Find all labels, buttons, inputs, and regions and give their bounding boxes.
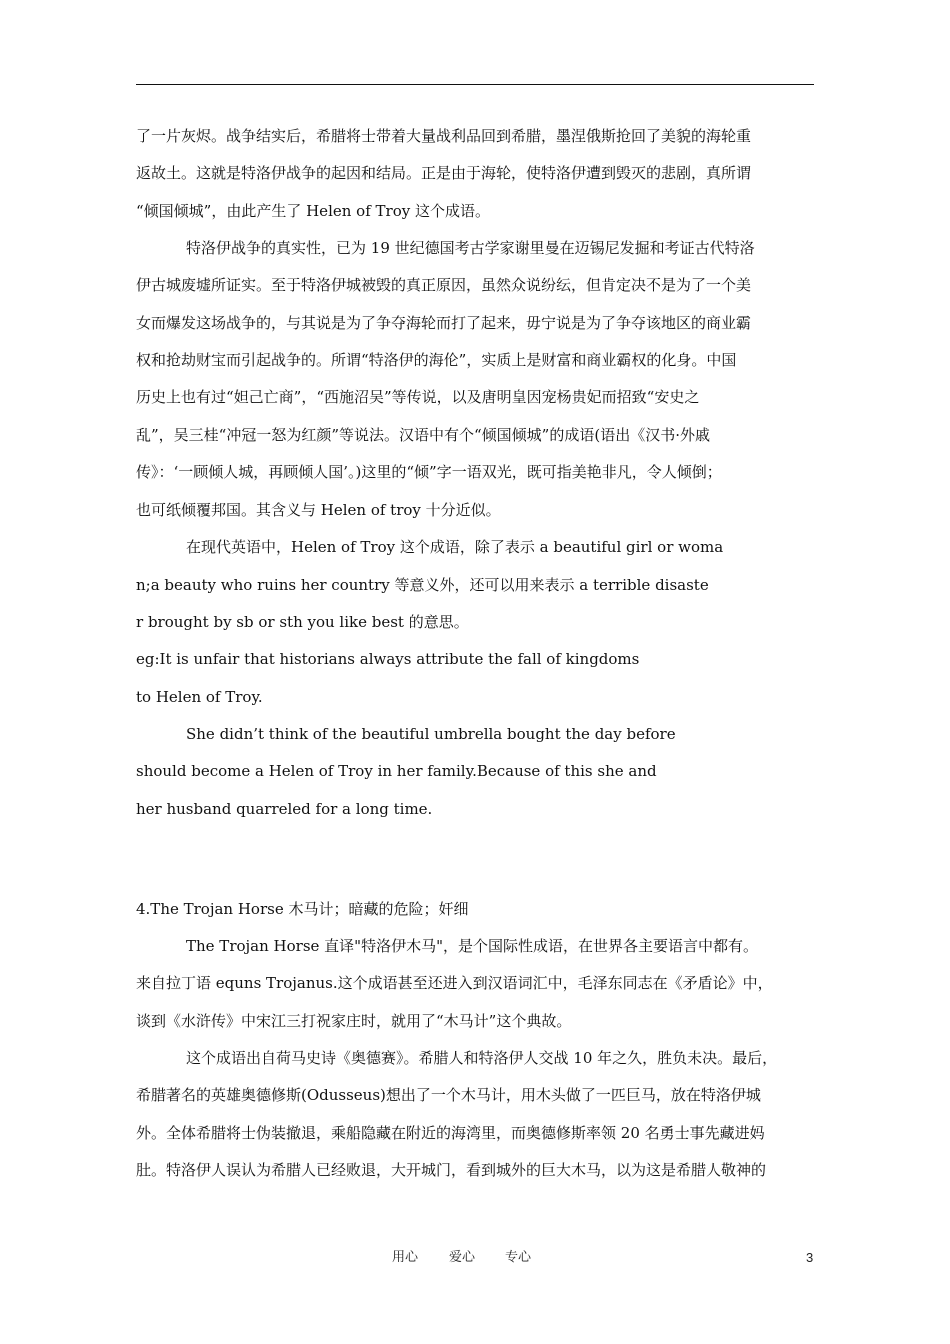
body-line: She didn’t think of the beautiful umbrella bought the day before [186,725,676,743]
section-heading: 4.The Trojan Horse 木马计；暗藏的危险；奸细 [136,900,469,918]
body-line: 伊古城废墟所证实。至于特洛伊城被毁的真正原因，虽然众说纷纭，但肯定决不是为了一个美 [136,276,752,294]
body-line: to Helen of Troy. [136,688,263,706]
body-line: r brought by sb or sth you like best 的意思。 [136,613,469,631]
footer-text: 用心 [392,1250,419,1265]
body-line: eg:It is unfair that historians always attribute the fall of kingdoms [136,650,640,668]
body-line: n;a beauty who ruins her country 等意义外，还可以用来表示 a terrible disaste [136,576,709,594]
body-line: 了一片灰烬。战争结实后，希腊将士带着大量战利品回到希腊，墨涅俄斯抢回了美貌的海轮重 [136,127,752,145]
body-line: 返故土。这就是特洛伊战争的起因和结局。正是由于海轮，使特洛伊遭到毁灭的悲剧，真所谓 [136,164,752,182]
body-line: The Trojan Horse 直译"特洛伊木马"，是个国际性成语，在世界各主要语言中都有。 [186,937,758,955]
body-line: 历史上也有过“妲己亡商”，“西施沼吴”等传说，以及唐明皇因宠杨贵妃而招致“安史之 [136,388,700,406]
body-line: 在现代英语中，Helen of Troy 这个成语，除了表示 a beautiful girl or woma [186,538,724,556]
body-line: 外。全体希腊将士伪装撤退，乘船隐藏在附近的海湾里，而奥德修斯率领 20 名勇士事先藏进妈 [136,1124,765,1142]
page-number: 3 [806,1250,814,1265]
body-line: 乱”，吴三桂“冲冠一怒为红颜”等说法。汉语中有个“倾国倾城”的成语(语出《汉书·外戚 [136,426,710,444]
header-rule [136,84,814,85]
body-line: 特洛伊战争的真实性，已为 19 世纪德国考古学家谢里曼在迈锡尼发掘和考证古代特洛 [186,239,755,257]
footer-text: 爱心 [449,1250,476,1265]
body-line: should become a Helen of Troy in her family.Because of this she and [136,762,657,780]
body-line: 女而爆发这场战争的，与其说是为了争夺海轮而打了起来，毋宁说是为了争夺该地区的商业霸 [136,314,752,332]
body-line: “倾国倾城”，由此产生了 Helen of Troy 这个成语。 [136,202,490,220]
body-line: 希腊著名的英雄奥德修斯(Odusseus)想出了一个木马计，用木头做了一匹巨马，放在特洛伊城 [136,1086,761,1104]
body-line: 来自拉丁语 equns Trojanus.这个成语甚至还进入到汉语词汇中，毛泽东同志在《矛盾论》中， [136,974,773,992]
body-line: 也可纸倾覆邦国。其含义与 Helen of troy 十分近似。 [136,501,501,519]
body-line: 这个成语出自荷马史诗《奥德赛》。希腊人和特洛伊人交战 10 年之久，胜负未决。最后， [186,1049,778,1067]
body-line: 传》：‘一顾倾人城，再顾倾人国’。)这里的“倾”字一语双光，既可指美艳非凡，令人倾倒； [136,463,722,481]
body-line: her husband quarreled for a long time. [136,800,433,818]
body-line: 肚。特洛伊人误认为希腊人已经败退，大开城门，看到城外的巨大木马，以为这是希腊人敬神的 [136,1161,767,1179]
body-line: 权和抢劫财宝而引起战争的。所谓“特洛伊的海伦”，实质上是财富和商业霸权的化身。中国 [136,351,737,369]
footer-text: 专心 [505,1250,532,1265]
body-line: 谈到《水浒传》中宋江三打祝家庄时，就用了“木马计”这个典故。 [136,1012,572,1030]
